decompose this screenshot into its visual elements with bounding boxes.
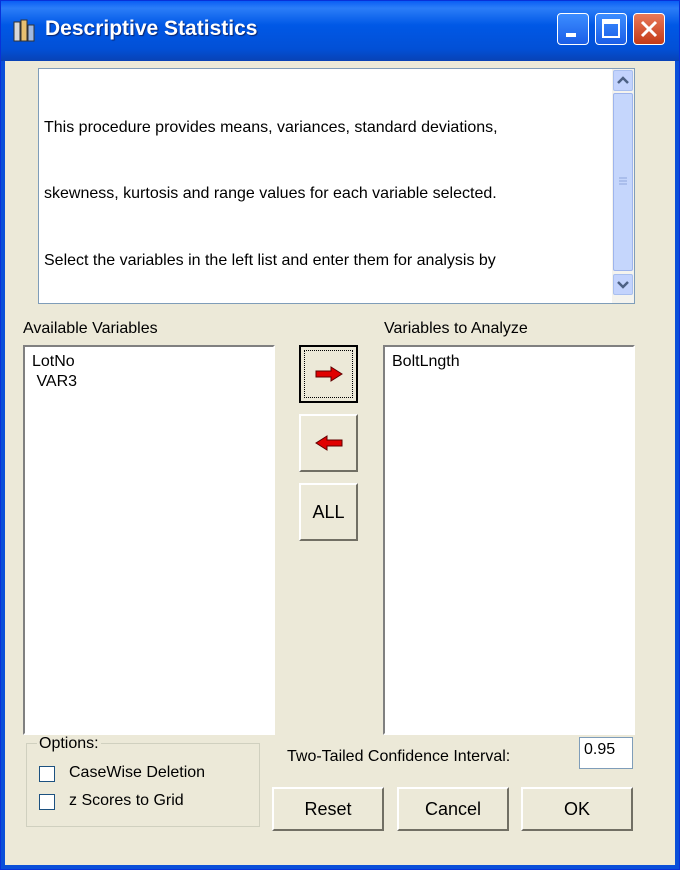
- zscores-label[interactable]: z Scores to Grid: [69, 792, 184, 809]
- window-title: Descriptive Statistics: [45, 17, 258, 40]
- confidence-interval-label: Two-Tailed Confidence Interval:: [287, 748, 511, 765]
- scroll-down-button[interactable]: [613, 274, 633, 295]
- arrow-left-icon: [313, 433, 345, 453]
- frame-bottom: [1, 865, 679, 869]
- options-legend: Options:: [39, 735, 99, 752]
- description-text: [44, 72, 604, 304]
- close-icon: [634, 14, 664, 44]
- casewise-deletion-checkbox[interactable]: [39, 766, 55, 782]
- list-item[interactable]: BoltLngth: [392, 353, 460, 370]
- available-variables-label: Available Variables: [23, 320, 158, 337]
- reset-button[interactable]: Reset: [272, 787, 384, 831]
- list-item[interactable]: VAR3: [32, 373, 78, 390]
- variables-to-analyze-list[interactable]: [383, 345, 635, 735]
- frame-right: [675, 61, 679, 869]
- confidence-interval-input[interactable]: 0.95: [579, 737, 633, 769]
- cancel-button[interactable]: Cancel: [397, 787, 509, 831]
- minimize-icon: [558, 14, 588, 44]
- description-scrollbar[interactable]: [612, 69, 634, 303]
- minimize-button[interactable]: [557, 13, 589, 45]
- options-group: [26, 743, 260, 827]
- casewise-deletion-label[interactable]: CaseWise Deletion: [69, 764, 206, 781]
- move-all-button[interactable]: ALL: [299, 483, 358, 541]
- move-left-button[interactable]: [299, 414, 358, 472]
- description-line: Select the variables in the left list and enter them for analysis by: [44, 252, 496, 270]
- description-line: skewness, kurtosis and range values for each variable selected.: [44, 185, 497, 203]
- grip-icon: [614, 94, 632, 270]
- scroll-up-button[interactable]: [613, 70, 633, 91]
- scroll-thumb[interactable]: [613, 93, 633, 271]
- description-line: This procedure provides means, variances, standard deviations,: [44, 118, 498, 136]
- chevron-down-icon: [614, 275, 632, 294]
- ok-button[interactable]: OK: [521, 787, 633, 831]
- title-bar[interactable]: [1, 1, 679, 61]
- list-item[interactable]: LotNo: [32, 353, 75, 370]
- zscores-checkbox[interactable]: [39, 794, 55, 810]
- frame-left: [1, 61, 5, 869]
- maximize-button[interactable]: [595, 13, 627, 45]
- description-memo[interactable]: [38, 68, 635, 304]
- move-right-button[interactable]: [299, 345, 358, 403]
- arrow-right-icon: [313, 364, 345, 384]
- app-icon: [13, 19, 35, 43]
- variables-to-analyze-label: Variables to Analyze: [384, 320, 528, 337]
- close-button[interactable]: [633, 13, 665, 45]
- available-variables-list[interactable]: [23, 345, 275, 735]
- maximize-icon: [596, 14, 626, 44]
- chevron-up-icon: [614, 71, 632, 90]
